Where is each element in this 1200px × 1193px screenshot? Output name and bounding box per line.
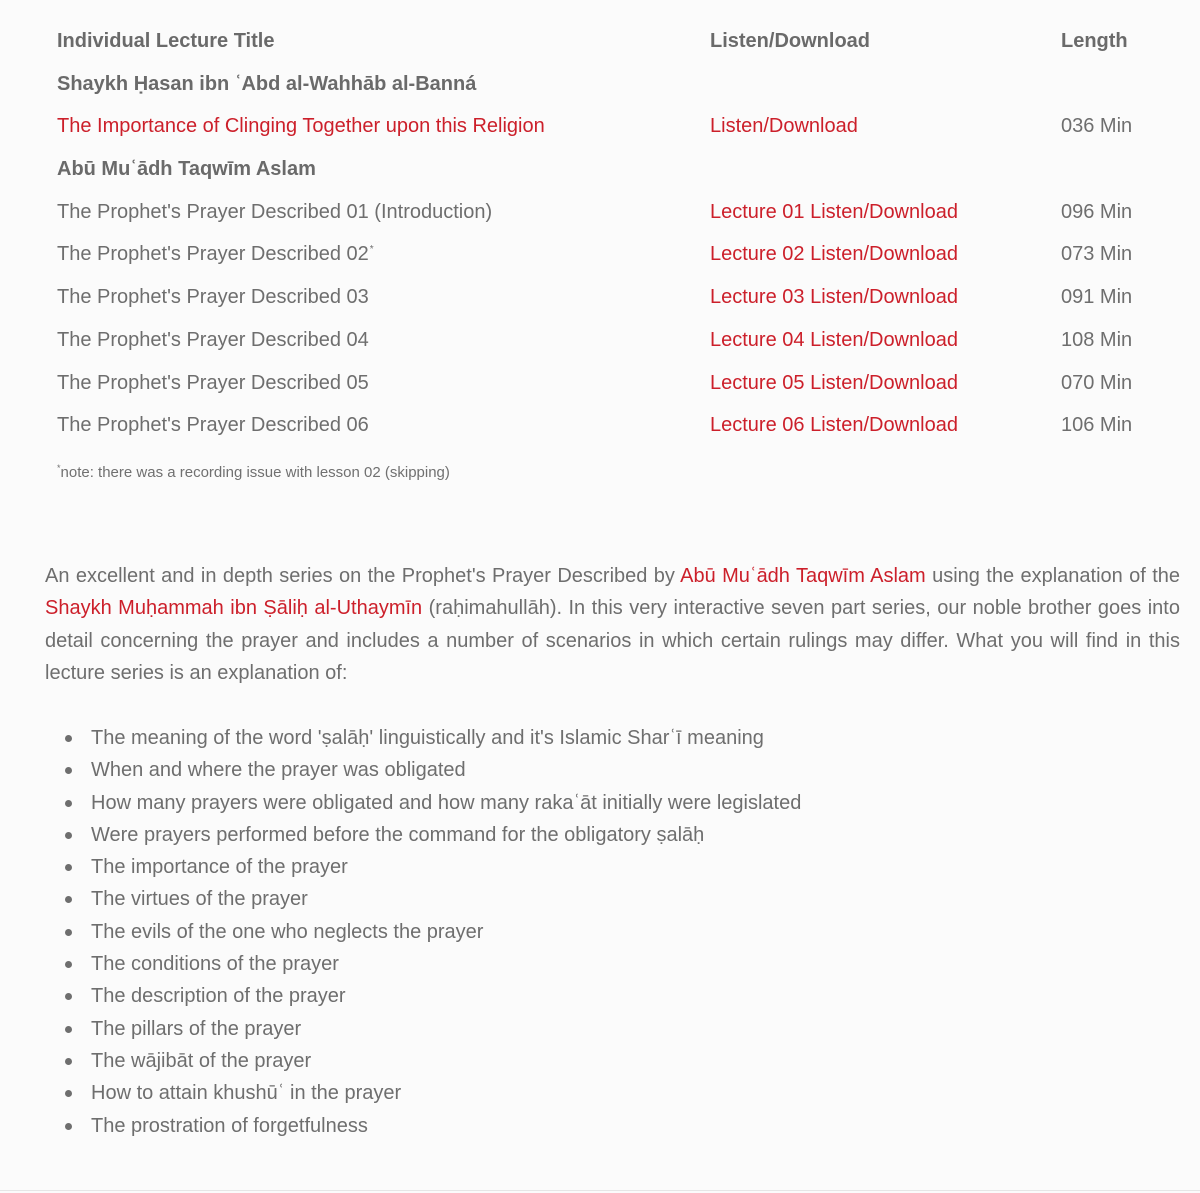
list-item: [45, 851, 801, 883]
bullet-icon: [65, 800, 72, 807]
topic-text: The conditions of the prayer: [91, 953, 339, 976]
bullet-icon: [65, 961, 72, 968]
list-item: [45, 948, 801, 980]
lecture-title: The Prophet's Prayer Described 01 (Introduction): [57, 200, 493, 223]
table-row: [44, 105, 1164, 148]
bullet-icon: [65, 993, 72, 1000]
lecture-title: The Prophet's Prayer Described 06: [57, 414, 369, 437]
bullet-icon: [65, 1026, 72, 1033]
topic-text: The meaning of the word 'ṣalāḥ' linguistically and it's Islamic Sharʿī meaning: [91, 727, 764, 749]
list-item: [45, 754, 801, 786]
lecture-title: The Prophet's Prayer Described 04: [57, 328, 369, 351]
table-row: [44, 191, 1164, 234]
speaker-link[interactable]: Abū Muʿādh Taqwīm Aslam: [680, 565, 926, 587]
bullet-icon: [65, 735, 72, 742]
lecture-length: 106 Min: [1061, 414, 1133, 437]
bullet-icon: [65, 864, 72, 871]
lecture-length: 108 Min: [1061, 328, 1133, 351]
list-item: [45, 787, 801, 819]
speaker-row-hasan: [44, 63, 1164, 106]
lecture-title: The Prophet's Prayer Described 05: [57, 371, 369, 394]
list-item: [45, 916, 801, 948]
topic-text: When and where the prayer was obligated: [91, 759, 466, 782]
lecture-title-link[interactable]: The Importance of Clinging Together upon this Religion: [57, 115, 545, 138]
speaker-row-taqwim: [44, 148, 1164, 191]
list-item: [45, 1077, 801, 1109]
speaker-name: Shaykh Ḥasan ibn ʿAbd al-Wahhāb al-Banná: [57, 72, 477, 95]
bullet-icon: [65, 896, 72, 903]
lecture-length: 091 Min: [1061, 286, 1133, 309]
topic-text: The prostration of forgetfulness: [91, 1114, 368, 1137]
table-row: [44, 233, 1164, 276]
divider: [0, 1190, 1200, 1191]
note-text: note: there was a recording issue with lesson 02 (skipping): [60, 464, 450, 481]
topic-text: The importance of the prayer: [91, 856, 348, 879]
list-item: [45, 883, 801, 915]
table-row: [44, 276, 1164, 319]
bullet-icon: [65, 832, 72, 839]
bullet-icon: [65, 1123, 72, 1130]
topic-text: The evils of the one who neglects the prayer: [91, 920, 484, 943]
table-row: [44, 362, 1164, 405]
lecture-table: [44, 20, 1164, 447]
listen-download-link[interactable]: Listen/Download: [710, 115, 858, 138]
table-row: [44, 319, 1164, 362]
lecture-01-link[interactable]: Lecture 01 Listen/Download: [710, 200, 958, 223]
shaykh-link[interactable]: Shaykh Muḥammah ibn Ṣāliḥ al-Uthaymīn: [45, 597, 423, 620]
lecture-length: 073 Min: [1061, 243, 1133, 266]
lecture-05-link[interactable]: Lecture 05 Listen/Download: [710, 371, 958, 394]
list-item: [45, 980, 801, 1012]
header-length: Length: [1061, 30, 1128, 52]
list-item: [45, 722, 801, 754]
bullet-icon: [65, 1090, 72, 1097]
lecture-06-link[interactable]: Lecture 06 Listen/Download: [710, 414, 958, 437]
topic-text: Were prayers performed before the command for the obligatory ṣalāḥ: [91, 823, 705, 846]
bullet-icon: [65, 929, 72, 936]
note-asterisk: *: [369, 244, 374, 256]
table-row: [44, 404, 1164, 447]
list-item: [45, 819, 801, 851]
lecture-length: 070 Min: [1061, 371, 1133, 394]
lecture-title: The Prophet's Prayer Described 03: [57, 286, 369, 309]
description-text: (raḥimahullāh). In this very interactive seven part series, our noble brother goes into detail concerning the prayer and includes a number of scenarios in which certain rulings may differ. What you will find in this lecture series is an explanation of:: [45, 597, 1180, 684]
lecture-03-link[interactable]: Lecture 03 Listen/Download: [710, 286, 958, 309]
topic-text: How many prayers were obligated and how many rakaʿāt initially were legislated: [91, 791, 802, 814]
lecture-title: The Prophet's Prayer Described 02: [57, 243, 369, 266]
list-item: [45, 1013, 801, 1045]
topic-text: The wājibāt of the prayer: [91, 1049, 312, 1072]
topic-text: The description of the prayer: [91, 985, 346, 1008]
lecture-length: 036 Min: [1061, 115, 1133, 138]
header-title: Individual Lecture Title: [57, 30, 275, 52]
series-description: [45, 560, 1180, 689]
note-asterisk: *: [57, 463, 61, 473]
recording-note: [57, 464, 450, 481]
lecture-title-cell: [57, 233, 374, 276]
topics-list: [45, 722, 801, 1142]
bullet-icon: [65, 767, 72, 774]
header-listen: Listen/Download: [710, 30, 870, 52]
topic-text: The virtues of the prayer: [91, 888, 308, 911]
table-header-row: [44, 20, 1164, 63]
bullet-icon: [65, 1058, 72, 1065]
description-text: using the explanation of the: [925, 565, 1180, 587]
list-item: [45, 1045, 801, 1077]
topic-text: How to attain khushūʿ in the prayer: [91, 1082, 402, 1105]
list-item: [45, 1110, 801, 1142]
lecture-02-link[interactable]: Lecture 02 Listen/Download: [710, 243, 958, 266]
description-text: An excellent and in depth series on the Prophet's Prayer Described by: [45, 565, 681, 587]
lecture-04-link[interactable]: Lecture 04 Listen/Download: [710, 328, 958, 351]
topic-text: The pillars of the prayer: [91, 1017, 302, 1040]
speaker-name: Abū Muʿādh Taqwīm Aslam: [57, 158, 316, 181]
lecture-length: 096 Min: [1061, 200, 1133, 223]
